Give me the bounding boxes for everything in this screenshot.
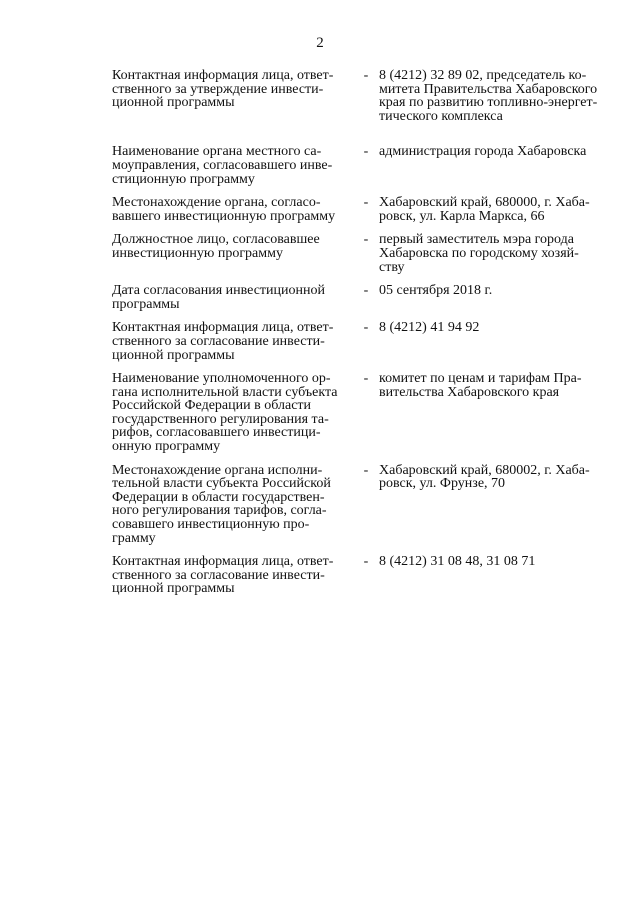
label-line: рифов, согласовавшего инвестици- — [112, 425, 321, 441]
label-line: Контактная информация лица, ответ- — [112, 68, 334, 83]
table-row — [112, 145, 604, 186]
row-dash: - — [363, 195, 369, 211]
label-line: Контактная информация лица, ответ- — [112, 320, 334, 336]
row-label — [112, 196, 349, 223]
label-line: Местонахождение органа, согласо- — [112, 195, 321, 211]
table-row — [112, 555, 604, 596]
label-line: Наименование уполномоченного ор- — [112, 371, 331, 387]
row-label — [112, 372, 349, 454]
value-line: митета Правительства Хабаровского — [379, 81, 598, 97]
label-line: ционной программы — [112, 581, 235, 597]
row-value — [379, 69, 604, 123]
value-line: ровск, ул. Фрунзе, 70 — [379, 476, 506, 492]
label-line: тельной власти субъекта Российской — [112, 476, 331, 492]
label-line: ционной программы — [112, 95, 235, 111]
label-line: ственного за согласование инвести- — [112, 333, 325, 349]
label-line: государственного регулирования та- — [112, 411, 329, 427]
label-line: стиционную программу — [112, 171, 255, 187]
value-line: 8 (4212) 31 08 48, 31 08 71 — [379, 554, 536, 570]
table-row — [112, 464, 604, 546]
table-row — [112, 284, 604, 311]
value-line: администрация города Хабаровска — [379, 144, 587, 160]
label-line: Наименование органа местного са- — [112, 144, 322, 160]
info-table — [112, 69, 604, 596]
value-line: Хабаровский край, 680000, г. Хаба- — [379, 195, 590, 211]
row-value — [379, 196, 604, 223]
value-line: 8 (4212) 32 89 02, председатель ко- — [379, 68, 587, 83]
row-label — [112, 284, 349, 311]
value-line: тического комплекса — [379, 108, 503, 124]
row-label — [112, 69, 349, 110]
label-line: программы — [112, 296, 180, 312]
row-dash: - — [363, 320, 369, 336]
row-value — [379, 555, 604, 569]
row-dash: - — [363, 68, 369, 83]
label-line: гана исполнительной власти субъекта — [112, 384, 338, 400]
label-line: инвестиционную программу — [112, 245, 283, 261]
table-row — [112, 196, 604, 223]
label-line: Должностное лицо, согласовавшее — [112, 232, 320, 248]
row-label — [112, 145, 349, 186]
value-line: Хабаровска по городскому хозяй- — [379, 245, 579, 261]
table-row — [112, 372, 604, 454]
label-line: ственного за утверждение инвести- — [112, 81, 324, 97]
row-label — [112, 233, 349, 260]
row-label — [112, 464, 349, 546]
label-line: вавшего инвестиционную программу — [112, 208, 336, 224]
value-line: 8 (4212) 41 94 92 — [379, 320, 480, 336]
label-line: ционной программы — [112, 347, 235, 363]
value-line: 05 сентября 2018 г. — [379, 283, 493, 299]
row-value — [379, 464, 604, 491]
row-value — [379, 145, 604, 159]
label-line: Контактная информация лица, ответ- — [112, 554, 334, 570]
label-line: Федерации в области государствен- — [112, 489, 325, 505]
value-line: Хабаровский край, 680002, г. Хаба- — [379, 462, 590, 478]
label-line: ственного за согласование инвести- — [112, 567, 325, 583]
row-dash: - — [363, 144, 369, 160]
row-value — [379, 233, 604, 274]
row-value — [379, 284, 604, 298]
label-line: ного регулирования тарифов, согла- — [112, 503, 327, 519]
label-line: онную программу — [112, 439, 221, 455]
table-row — [112, 69, 604, 123]
value-line: первый заместитель мэра города — [379, 232, 574, 248]
row-dash: - — [363, 283, 369, 299]
row-value — [379, 321, 604, 335]
value-line: комитет по ценам и тарифам Пра- — [379, 371, 582, 387]
label-line: Российской Федерации в области — [112, 398, 312, 414]
row-label — [112, 555, 349, 596]
row-dash: - — [363, 232, 369, 248]
label-line: моуправления, согласовавшего инве- — [112, 157, 333, 173]
table-row — [112, 233, 604, 274]
label-line: Дата согласования инвестиционной — [112, 283, 325, 299]
row-value — [379, 372, 604, 399]
row-label — [112, 321, 349, 362]
value-line: ству — [379, 259, 405, 275]
table-row — [112, 321, 604, 362]
label-line: совавшего инвестиционную про- — [112, 517, 310, 533]
page-number: 2 — [316, 35, 324, 51]
label-line: грамму — [112, 530, 156, 546]
label-line: Местонахождение органа исполни- — [112, 462, 323, 478]
value-line: вительства Хабаровского края — [379, 384, 560, 400]
value-line: края по развитию топливно-энергет- — [379, 95, 598, 111]
value-line: ровск, ул. Карла Маркса, 66 — [379, 208, 545, 224]
row-dash: - — [363, 371, 369, 387]
row-dash: - — [363, 462, 369, 478]
row-dash: - — [363, 554, 369, 570]
